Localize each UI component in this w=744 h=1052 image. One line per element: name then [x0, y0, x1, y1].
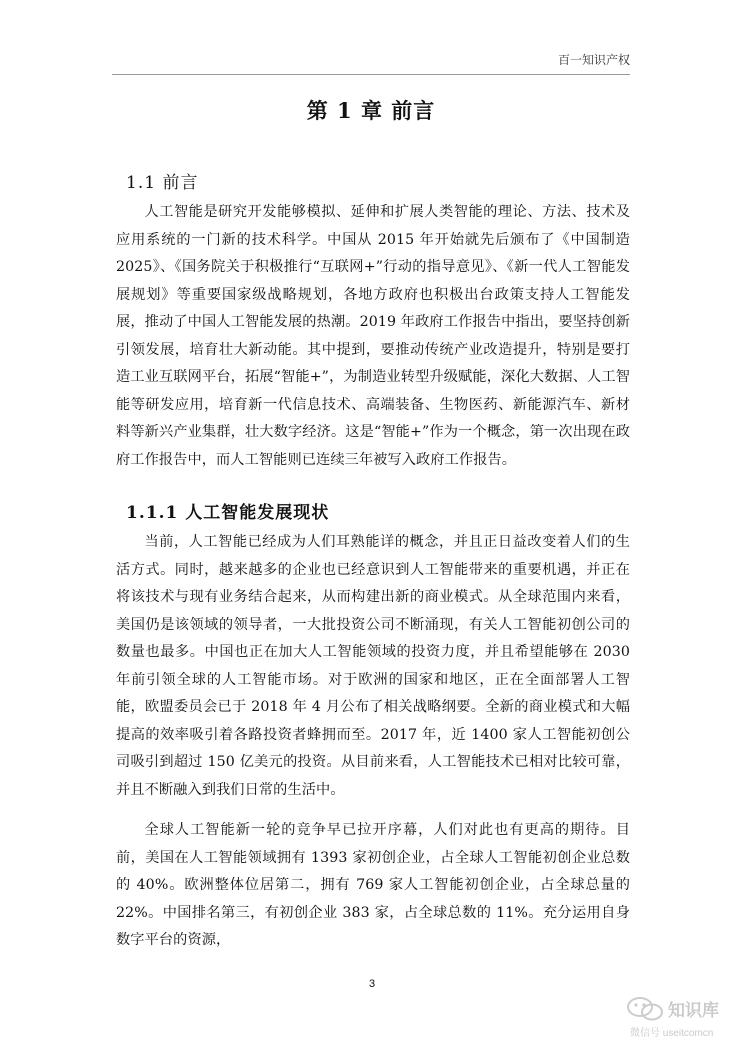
watermark-id: 微信号 useitcomcn	[630, 1028, 714, 1039]
wechat-icon	[626, 996, 666, 1022]
watermark-name: 知识库	[668, 1001, 719, 1020]
section-1-1-1-paragraph-1: 当前，人工智能已经成为人们耳熟能详的概念，并且正日益改变着人们的生活方式。同时，越来越多的企业也已经意识到人工智能带来的重要机遇，并正在将该技术与现有业务结合起来，从而构建出新的商业模式。从全球范围内来看，美国仍是该领域的领导者，一大批投资公司不断涌现，有关人工智能初创公司的数量也最多。中国也正在加大人工智能领域的投资力度，并且希望能够在 2030 年前引领全球的人工智能市场。对于欧洲的国家和地区，正在全面部署人工智能，欧盟委员会已于 2018 年 4 月公布了相关战略纲要。全新的商业模式和大幅提高的效率吸引着各路投资者蜂拥而至。2017 年，近 1400 家人工智能初创公司吸引到超过 150 亿美元的投资。从目前来看，人工智能技术已相对比较可靠，并且不断融入到我们日常的生活中。	[116, 534, 630, 798]
header-rule	[112, 74, 630, 75]
section-1-1-paragraph: 人工智能是研究开发能够模拟、延伸和扩展人类智能的理论、方法、技术及应用系统的一门新的技术科学。中国从 2015 年开始就先后颁布了《中国制造2025》、《国务院关于积极推行“互联网+”行动的指导意见》、《新一代人工智能发展规划》等重要国家级战略规划，各地方政府也积极出台政策支持人工智能发展，推动了中国人工智能发展的热潮。2019 年政府工作报告中指出，要坚持创新引领发展，培育壮大新动能。其中提到，要推动传统产业改造提升，特别是要打造工业互联网平台，拓展“智能+”，为制造业转型升级赋能，深化大数据、人工智能等研发应用，培育新一代信息技术、高端装备、生物医药、新能源汽车、新材料等新兴产业集群，壮大数字经济。这是“智能+”作为一个概念，第一次出现在政府工作报告中，而人工智能则已连续三年被写入政府工作报告。	[116, 204, 630, 468]
page-number: 3	[368, 978, 376, 990]
section-heading-1-1-1: 1.1.1 人工智能发展现状	[126, 503, 330, 523]
watermark	[626, 994, 740, 1042]
section-heading-1-1: 1.1 前言	[126, 173, 199, 193]
header-org: 百一知识产权	[557, 53, 630, 67]
chapter-title: 第 1 章 前言	[306, 98, 436, 123]
section-1-1-1-paragraph-2: 全球人工智能新一轮的竞争早已拉开序幕，人们对此也有更高的期待。目前，美国在人工智能领域拥有 1393 家初创企业，占全球人工智能初创企业总数的 40%。欧洲整体位居第二，拥有 769 家人工智能初创企业，占全球总量的 22%。中国排名第三，有初创企业 383 家，占全球总数的 11%。充分运用自身数字平台的资源，	[116, 822, 630, 948]
